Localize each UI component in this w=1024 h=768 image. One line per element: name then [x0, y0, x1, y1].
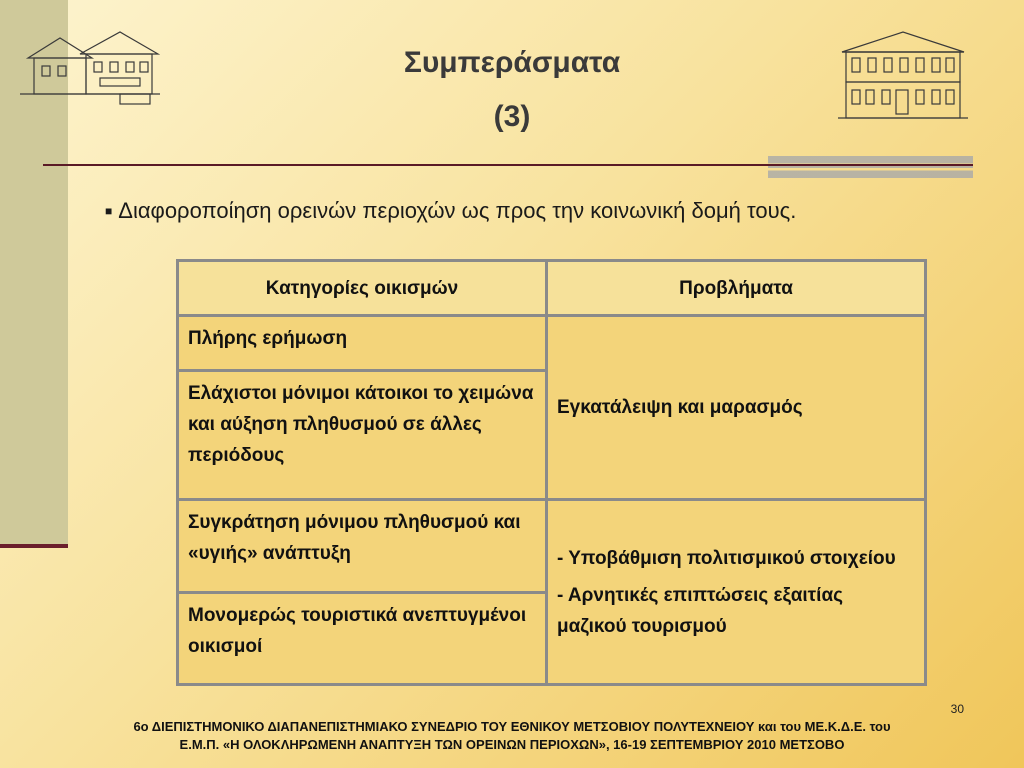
table-row — [178, 500, 926, 592]
settlements-table — [176, 259, 927, 686]
footer — [30, 718, 994, 754]
house-sketch-icon — [20, 28, 160, 106]
bullet-icon: ■ — [105, 204, 113, 218]
divider-accent — [768, 156, 973, 178]
slide-title-line2: (3) — [493, 100, 531, 133]
left-decor-line — [0, 544, 68, 548]
problem-cell — [547, 500, 926, 685]
slide-number: 30 — [950, 702, 964, 716]
column-header-categories: Κατηγορίες οικισμών — [178, 261, 547, 316]
problem-cell: Εγκατάλειψη και μαρασμός — [547, 316, 926, 500]
category-cell: Ελάχιστοι μόνιμοι κάτοικοι το χειμώνα και αύξηση πληθυσμού σε άλλες περιόδους — [178, 371, 547, 500]
bullet-point — [105, 193, 923, 229]
category-cell: Μονομερώς τουριστικά ανεπτυγμένοι οικισμοί — [178, 592, 547, 684]
slide-title-line1: Συμπεράσματα — [403, 46, 621, 79]
footer-line2: Ε.Μ.Π. «Η ΟΛΟΚΛΗΡΩΜΕΝΗ ΑΝΑΠΤΥΞΗ ΤΩΝ ΟΡΕΙΝΩΝ ΠΕΡΙΟΧΩΝ», 16-19 ΣΕΠΤΕΜΒΡΙΟΥ 2010 ΜΕΤΣΟΒΟ — [179, 737, 845, 752]
table-header-row — [178, 261, 926, 316]
bullet-text: Διαφοροποίηση ορεινών περιοχών ως προς την κοινωνική δομή τους. — [118, 198, 797, 223]
mansion-sketch-icon — [838, 30, 968, 122]
category-cell: Πλήρης ερήμωση — [178, 316, 547, 371]
column-header-problems: Προβλήματα — [547, 261, 926, 316]
problem-item: - Υποβάθμιση πολιτισμικού στοιχείου — [557, 547, 896, 569]
table-row — [178, 316, 926, 371]
problem-item: - Αρνητικές επιπτώσεις εξαιτίας μαζικού τουρισμού — [557, 584, 844, 637]
slide-title — [300, 36, 724, 144]
footer-line1: 6ο ΔΙΕΠΙΣΤΗΜΟΝΙΚΟ ΔΙΑΠΑΝΕΠΙΣΤΗΜΙΑΚΟ ΣΥΝΕΔΡΙΟ ΤΟΥ ΕΘΝΙΚΟΥ ΜΕΤΣΟΒΙΟΥ ΠΟΛΥΤΕΧΝΕΙΟΥ και του ΜΕ.Κ.Δ.Ε. του — [133, 719, 891, 734]
category-cell: Συγκράτηση μόνιμου πληθυσμού και «υγιής» ανάπτυξη — [178, 500, 547, 592]
